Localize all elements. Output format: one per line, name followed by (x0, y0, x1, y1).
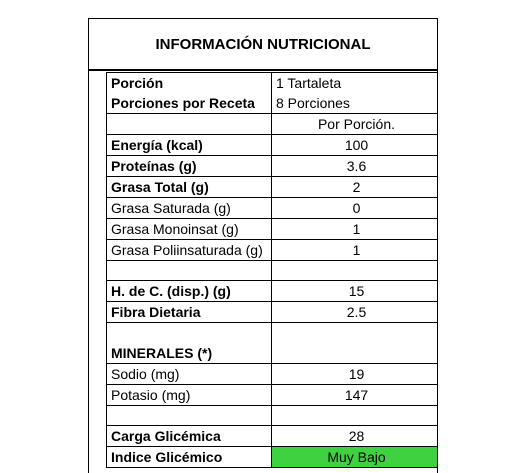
table-row (107, 114, 438, 135)
saturated-fat-value: 0 (272, 198, 438, 219)
polyunsaturated-fat-label: Grasa Poliinsaturada (g) (107, 240, 272, 261)
saturated-fat-label: Grasa Saturada (g) (107, 198, 272, 219)
energy-value: 100 (272, 135, 438, 156)
servings-label: Porciones por Receta (107, 93, 272, 114)
table-row (107, 405, 438, 425)
table-row (107, 261, 438, 281)
fiber-label: Fibra Dietaria (107, 302, 272, 323)
table-row (107, 446, 438, 467)
empty-cell (272, 405, 438, 425)
total-fat-label: Grasa Total (g) (107, 177, 272, 198)
carbs-label: H. de C. (disp.) (g) (107, 281, 272, 302)
table-row (107, 240, 438, 261)
servings-value: 8 Porciones (272, 93, 438, 114)
minerals-value (272, 343, 438, 364)
sodium-value: 19 (272, 363, 438, 384)
polyunsaturated-fat-value: 1 (272, 240, 438, 261)
energy-label: Energía (kcal) (107, 135, 272, 156)
carbs-value: 15 (272, 281, 438, 302)
per-serving-header: Por Porción. (272, 114, 438, 135)
table-row (107, 323, 438, 343)
table-row (107, 135, 438, 156)
monounsaturated-fat-value: 1 (272, 219, 438, 240)
table-row (107, 73, 438, 94)
table-row (107, 93, 438, 114)
table-row (107, 156, 438, 177)
protein-label: Proteínas (g) (107, 156, 272, 177)
sodium-label: Sodio (mg) (107, 363, 272, 384)
empty-cell (107, 261, 272, 281)
empty-cell (107, 114, 272, 135)
table-row (107, 384, 438, 405)
glycemic-load-label: Carga Glicémica (107, 425, 272, 446)
portion-label: Porción (107, 73, 272, 94)
empty-cell (272, 261, 438, 281)
table-row (107, 281, 438, 302)
table-row (107, 198, 438, 219)
glycemic-load-value: 28 (272, 425, 438, 446)
empty-cell (272, 323, 438, 343)
panel-title: INFORMACIÓN NUTRICIONAL (89, 19, 437, 71)
potassium-value: 147 (272, 384, 438, 405)
table-row (107, 363, 438, 384)
table-row (107, 343, 438, 364)
nutrition-table (106, 72, 438, 468)
portion-value: 1 Tartaleta (272, 73, 438, 94)
table-row (107, 302, 438, 323)
minerals-label: MINERALES (*) (107, 343, 272, 364)
total-fat-value: 2 (272, 177, 438, 198)
glycemic-index-label: Indice Glicémico (107, 446, 272, 467)
table-row (107, 219, 438, 240)
protein-value: 3.6 (272, 156, 438, 177)
fiber-value: 2.5 (272, 302, 438, 323)
potassium-label: Potasio (mg) (107, 384, 272, 405)
table-row (107, 425, 438, 446)
table-row (107, 177, 438, 198)
glycemic-index-value: Muy Bajo (272, 446, 438, 467)
empty-cell (107, 323, 272, 343)
monounsaturated-fat-label: Grasa Monoinsat (g) (107, 219, 272, 240)
empty-cell (107, 405, 272, 425)
